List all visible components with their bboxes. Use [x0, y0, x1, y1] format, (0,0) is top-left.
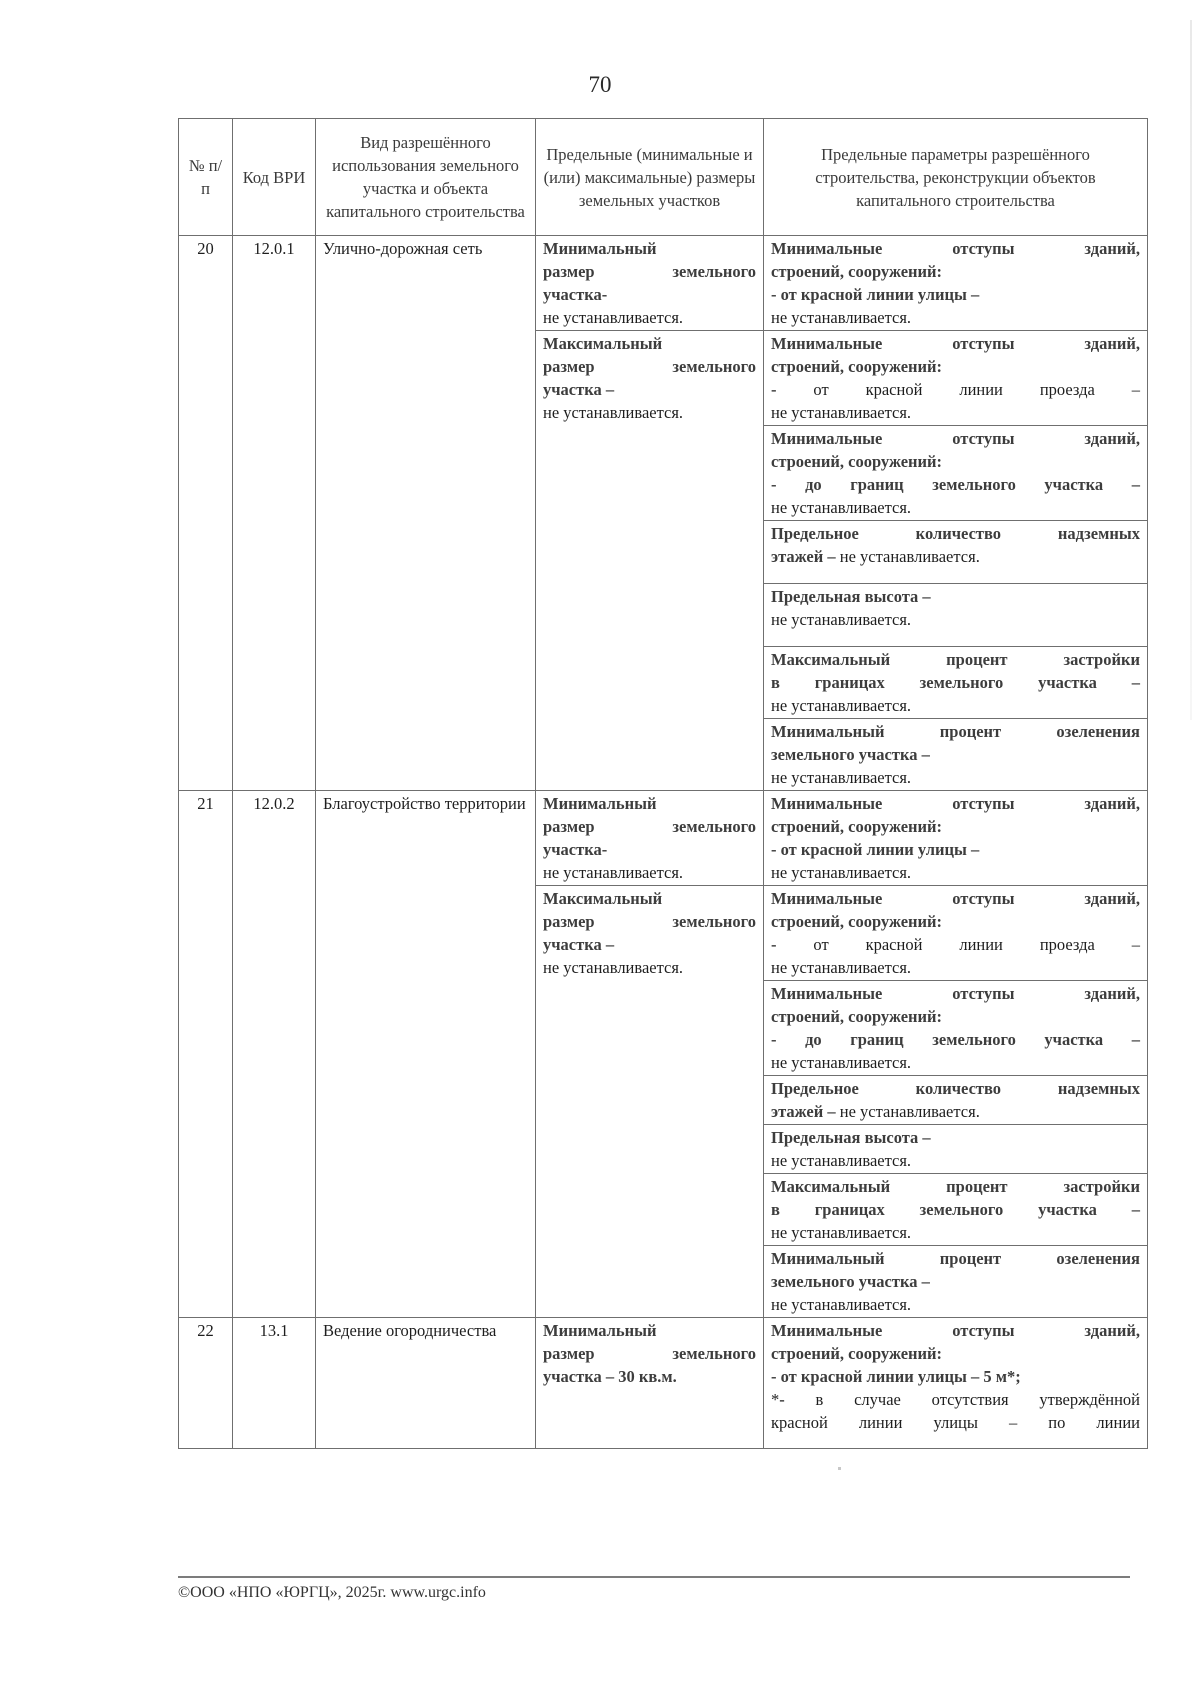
header-code: Код ВРИ [233, 119, 316, 236]
max-size-cell: Максимальный размер земельного участка – не устанавливается. [536, 331, 764, 791]
regulation-table [178, 118, 1148, 1449]
build-percent-cell: Максимальный процент застройки в границах земельного участка – не устанавливается. [764, 1174, 1148, 1246]
min-size-cell: Минимальный размер земельного участка – 30 кв.м. [536, 1318, 764, 1449]
table-header-row [179, 119, 1148, 236]
indent-border-cell: Минимальные отступы зданий, строений, сооружений: - до границ земельного участка – не устанавливается. [764, 426, 1148, 521]
row-code: 13.1 [233, 1318, 316, 1449]
build-percent-cell: Максимальный процент застройки в границах земельного участка – не устанавливается. [764, 647, 1148, 719]
height-cell: Предельная высота – не устанавливается. [764, 584, 1148, 647]
row-num: 22 [179, 1318, 233, 1449]
footer-rule [178, 1576, 1130, 1578]
table-row [179, 791, 1148, 886]
indent-border-cell: Минимальные отступы зданий, строений, сооружений: - до границ земельного участка – не устанавливается. [764, 981, 1148, 1076]
row-kind: Улично-дорожная сеть [316, 236, 536, 791]
indent-street-cell: Минимальные отступы зданий, строений, сооружений: - от красной линии улицы – не устанавливается. [764, 236, 1148, 331]
header-num: № п/п [179, 119, 233, 236]
min-size-cell: Минимальный размер земельного участка- не устанавливается. [536, 236, 764, 331]
min-size-cell: Минимальный размер земельного участка- не устанавливается. [536, 791, 764, 886]
floors-cell: Предельное количество надземных этажей – не устанавливается. [764, 521, 1148, 584]
row-code: 12.0.2 [233, 791, 316, 1318]
row-kind: Ведение огородничества [316, 1318, 536, 1449]
height-cell: Предельная высота – не устанавливается. [764, 1125, 1148, 1174]
row-num: 21 [179, 791, 233, 1318]
floors-cell: Предельное количество надземных этажей – не устанавливается. [764, 1076, 1148, 1125]
green-percent-cell: Минимальный процент озеленения земельного участка – не устанавливается. [764, 719, 1148, 791]
indent-passage-cell: Минимальные отступы зданий, строений, сооружений: - от красной линии проезда – не устанавливается. [764, 886, 1148, 981]
scan-speck [838, 1467, 841, 1470]
row-code: 12.0.1 [233, 236, 316, 791]
indent-passage-cell: Минимальные отступы зданий, строений, сооружений: - от красной линии проезда – не устанавливается. [764, 331, 1148, 426]
header-sizes: Предельные (минимальные и (или) максимальные) размеры земельных участков [536, 119, 764, 236]
scan-edge [1190, 20, 1192, 720]
row-num: 20 [179, 236, 233, 791]
header-params: Предельные параметры разрешённого строительства, реконструкции объектов капитального строительства [764, 119, 1148, 236]
indent-street-cell: Минимальные отступы зданий, строений, сооружений: - от красной линии улицы – не устанавливается. [764, 791, 1148, 886]
indent-street-cell: Минимальные отступы зданий, строений, сооружений: - от красной линии улицы – 5 м*; *- в случае отсутствия утверждённой красной линии улицы – по линии [764, 1318, 1148, 1449]
footer-copyright: ©ООО «НПО «ЮРГЦ», 2025г. www.urgc.info [178, 1584, 486, 1601]
row-kind: Благоустройство территории [316, 791, 536, 1318]
table-row [179, 236, 1148, 331]
page-number: 70 [588, 72, 612, 97]
max-size-cell: Максимальный размер земельного участка – не устанавливается. [536, 886, 764, 1318]
header-kind: Вид разрешённого использования земельного участка и объекта капитального строительства [316, 119, 536, 236]
green-percent-cell: Минимальный процент озеленения земельного участка – не устанавливается. [764, 1246, 1148, 1318]
table-row [179, 1318, 1148, 1449]
